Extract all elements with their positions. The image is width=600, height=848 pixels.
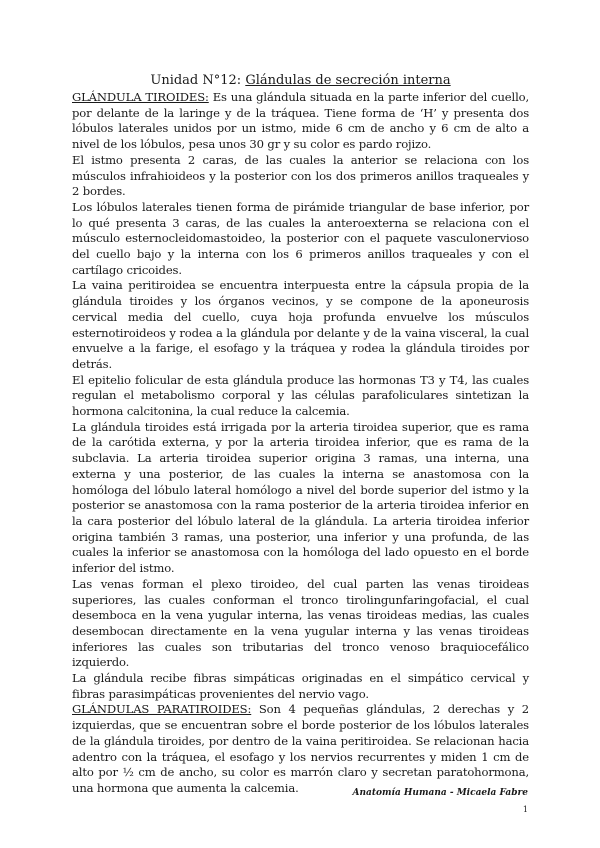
footer-author: Anatomía Humana - Micaela Fabre xyxy=(352,788,528,798)
paragraph-vaina: La vaina peritiroidea se encuentra interpuesta entre la cápsula propia de la glándula tiroides y los órganos vecinos, y se compone de la aponeurosis cervical media del cuello, cuya hoja profunda envuelve los músculos esternotiroideos y rodea a la glándula por delante y de la vaina visceral, la cual envuelve a la farige, el esofago y la tráquea y rodea la glándula tiroides por detrás. xyxy=(72,278,529,371)
tiroides-intro xyxy=(72,90,529,153)
title-topic: Glándulas de secreción interna xyxy=(245,73,451,88)
paragraph-lobulos: Los lóbulos laterales tienen forma de pirámide triangular de base inferior, por lo qué presenta 3 caras, de las cuales la anteroexterna se relaciona con el músculo esternocleidomastoideo, la posterior con el paquete vasculonervioso del cuello bajo y la interna con los 6 primeros anillos traqueales y con el cartílago cricoides. xyxy=(72,199,529,277)
tiroides-intro-text: Es una glándula situada en la parte inferior del cuello, por delante de la laringe y de la tráquea. Tiene forma de ‘H’ y presenta dos lóbulos laterales unidos por un istmo, mide 6 cm de ancho y 6 cm de alto a nivel de los lóbulos, pesa unos 30 gr y su color es pardo rojizo. xyxy=(72,90,529,152)
paratiroides-intro-text: Son 4 pequeñas glándulas, 2 derechas y 2 izquierdas, que se encuentran sobre el borde posterior de los lóbulos laterales de la glándula tiroides, por dentro de la vaina peritiroidea. Se relacionan hacia adentro con la tráquea, el esofago y los nervios recurrentes y miden 1 cm de alto por ½ cm de ancho, su color es marrón claro y secretan paratohormona, una hormona que aumenta la calcemia. xyxy=(72,702,530,795)
section-heading-tiroides: GLÁNDULA TIROIDES: xyxy=(72,90,209,104)
page-title xyxy=(72,72,529,89)
paragraph-epitelio: El epitelio folicular de esta glándula produce las hormonas T3 y T4, las cuales regulan el metabolismo corporal y las células parafoliculares sintetizan la hormona calcitonina, la cual reduce la calcemia. xyxy=(72,372,529,419)
paratiroides-intro xyxy=(72,702,529,796)
page-number: 1 xyxy=(522,805,528,814)
paragraph-istmo: El istmo presenta 2 caras, de las cuales la anterior se relaciona con los músculos infrahioideos y la posterior con los dos primeros anillos traqueales y 2 bordes. xyxy=(72,152,529,199)
paragraph-irrigacion: La glándula tiroides está irrigada por la arteria tiroidea superior, que es rama de la carótida externa, y por la arteria tiroidea inferior, que es rama de la subclavia. La arteria tiroidea superior origina 3 ramas, una interna, una externa y una posterior, de las cuales la interna se anastomosa con la homóloga del lóbulo lateral homólogo a nivel del borde superior del istmo y la posterior se anastomosa con la rama posterior de la arteria tiroidea inferior en la cara posterior del lóbulo lateral de la glándula. La arteria tiroidea inferior origina también 3 ramas, una posterior, una inferior y una profunda, de las cuales la inferior se anastomosa con la homóloga del lado opuesto en el borde inferior del istmo. xyxy=(72,419,529,576)
title-prefix: Unidad N°12: xyxy=(150,73,246,88)
paragraph-inervacion: La glándula recibe fibras simpáticas originadas en el simpático cervical y fibras parasimpáticas provenientes del nervio vago. xyxy=(72,671,529,701)
document-page xyxy=(72,72,529,797)
section-heading-paratiroides: GLÁNDULAS PARATIROIDES: xyxy=(72,702,252,717)
paragraph-venas: Las venas forman el plexo tiroideo, del cual parten las venas tiroideas superiores, las cuales conforman el tronco tirolingunfaringofacial, el cual desemboca en la vena yugular interna, las venas tiroideas medias, las cuales desembocan directamente en la vena yugular interna y las venas tiroideas inferiores las cuales son tributarias del tronco venoso braquiocefálico izquierdo. xyxy=(72,576,529,670)
